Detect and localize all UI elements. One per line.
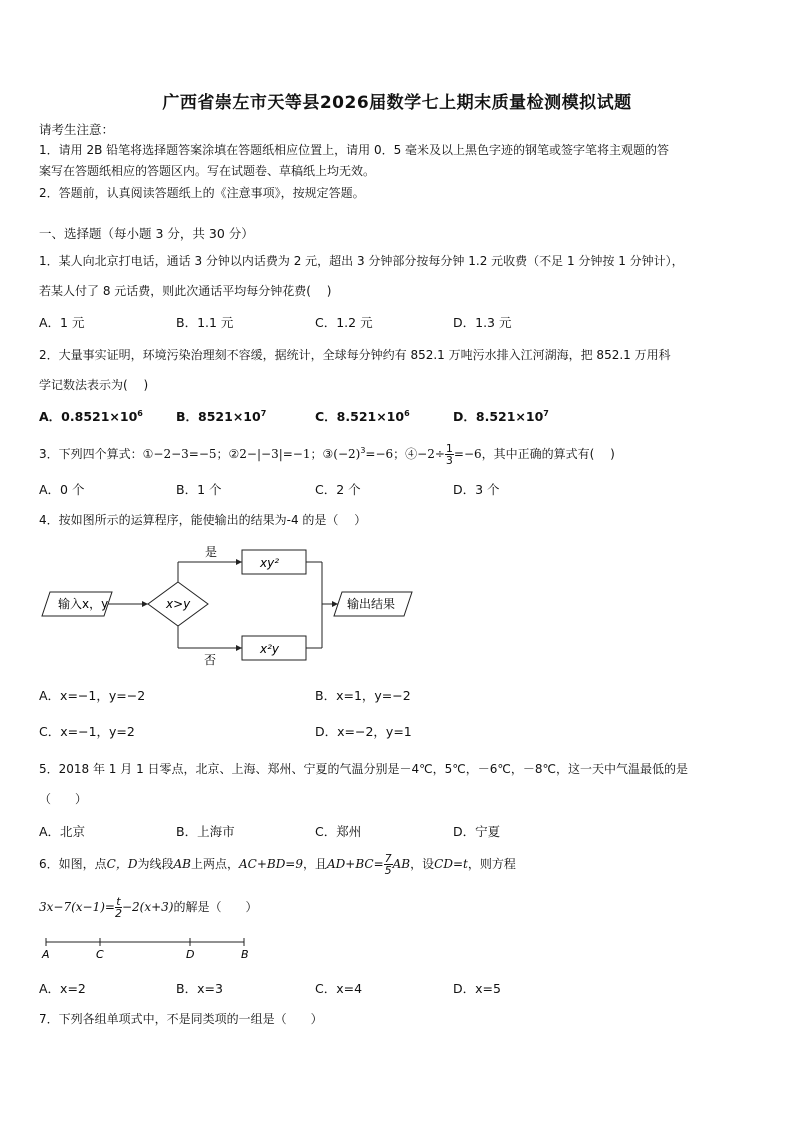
flow-no-label: 否 bbox=[204, 653, 217, 667]
q4-option-b: B．x=1，y=−2 bbox=[315, 688, 411, 703]
q6-text-line1: 6．如图，点C，D为线段AB上两点，AC+BD=9，且AD+BC= $\frac{7}{5}$ AB，设CD=t，则方程 bbox=[39, 852, 516, 877]
page-title: 广西省崇左市天等县2026届数学七上期末质量检测模拟试题 bbox=[162, 93, 632, 113]
q5-option-d: D．宁夏 bbox=[453, 824, 501, 839]
q6-equation: 3x−7(x−1)= $\frac{t}{2}$ −2(x+3)的解是（ ） bbox=[39, 895, 258, 920]
q2-text-line2: 学记数法表示为( ) bbox=[39, 378, 149, 392]
segment-label-d: D bbox=[186, 948, 195, 961]
q5-text-line1: 5．2018 年 1 月 1 日零点，北京、上海、郑州、宁夏的气温分别是－4℃，5℃，－6℃，－8℃，这一天中气温最低的是 bbox=[39, 762, 688, 776]
q4-text: 4．按如图所示的运算程序，能使输出的结果为-4 的是（ ） bbox=[39, 513, 367, 527]
flow-output-label: 输出结果 bbox=[347, 597, 396, 611]
q3-option-a: A．0 个 bbox=[39, 482, 85, 497]
flow-input-label: 输入x，y bbox=[58, 597, 109, 611]
q4-option-c: C．x=−1，y=2 bbox=[39, 724, 135, 739]
q4-option-a: A．x=−1，y=−2 bbox=[39, 688, 146, 703]
q5-option-a: A．北京 bbox=[39, 824, 86, 839]
flow-yes-label: 是 bbox=[205, 545, 218, 559]
q3-option-b: B．1 个 bbox=[176, 482, 222, 497]
q4-option-d: D．x=−2，y=1 bbox=[315, 724, 412, 739]
q3-text: 3．下列四个算式：①−2−3=−5；②2−|−3|=−1；$③(-2)^3=-6$；④−2÷ $\frac{1}{3}$ =−6，其中正确的算式有( ) bbox=[39, 442, 615, 467]
q3-option-c: C．2 个 bbox=[315, 482, 361, 497]
q5-text-line2: （ ） bbox=[39, 792, 88, 806]
q1-option-a: A．1 元 bbox=[39, 315, 85, 330]
flow-condition-label: x>y bbox=[166, 597, 191, 611]
q2-option-c: C．$8.521\times 10^6$ bbox=[315, 408, 410, 424]
flow-bottom-label: x²y bbox=[260, 642, 280, 656]
q1-option-b: B．1.1 元 bbox=[176, 315, 234, 330]
q3-option-d: D．3 个 bbox=[453, 482, 500, 497]
notice-heading: 请考生注意： bbox=[39, 122, 115, 137]
segment-label-a: A bbox=[42, 948, 50, 961]
q6-option-a: A．x=2 bbox=[39, 981, 86, 996]
notice-line-1: 1．请用 2B 铅笔将选择题答案涂填在答题纸相应位置上，请用 0．5 毫米及以上黑色字迹的钢笔或签字笔将主观题的答 bbox=[39, 143, 670, 157]
notice-line-2: 2．答题前，认真阅读答题纸上的《注意事项》，按规定答题。 bbox=[39, 186, 365, 200]
q7-text: 7．下列各组单项式中，不是同类项的一组是（ ） bbox=[39, 1012, 323, 1026]
q1-option-c: C．1.2 元 bbox=[315, 315, 373, 330]
q6-segment-figure bbox=[40, 936, 255, 966]
q2-option-a: A．$0.8521\times 10^6$ bbox=[39, 408, 143, 424]
q2-text-line1: 2．大量事实证明，环境污染治理刻不容缓，据统计，全球每分钟约有 852.1 万吨污水排入江河湖海，把 852.1 万用科 bbox=[39, 348, 671, 362]
q1-text-line1: 1．某人向北京打电话，通话 3 分钟以内话费为 2 元，超出 3 分钟部分按每分钟 1.2 元收费（不足 1 分钟按 1 分钟计）， bbox=[39, 254, 684, 268]
segment-label-c: C bbox=[96, 948, 104, 961]
notice-line-1b: 案写在答题纸相应的答题区内。写在试题卷、草稿纸上均无效。 bbox=[39, 164, 376, 178]
flow-top-label: xy² bbox=[260, 556, 280, 570]
q6-option-b: B．x=3 bbox=[176, 981, 223, 996]
q5-option-b: B．上海市 bbox=[176, 824, 235, 839]
q5-option-c: C．郑州 bbox=[315, 824, 362, 839]
q6-option-d: D．x=5 bbox=[453, 981, 501, 996]
q2-option-d: D．$8.521\times 10^7$ bbox=[453, 408, 549, 424]
q1-option-d: D．1.3 元 bbox=[453, 315, 512, 330]
q4-flowchart bbox=[40, 542, 420, 672]
q6-option-c: C．x=4 bbox=[315, 981, 363, 996]
section-heading: 一、选择题（每小题 3 分，共 30 分） bbox=[39, 226, 254, 241]
q2-option-b: B．$8521\times 10^7$ bbox=[176, 408, 267, 424]
q1-text-line2: 若某人付了 8 元话费，则此次通话平均每分钟花费( ) bbox=[39, 284, 332, 298]
segment-label-b: B bbox=[241, 948, 249, 961]
